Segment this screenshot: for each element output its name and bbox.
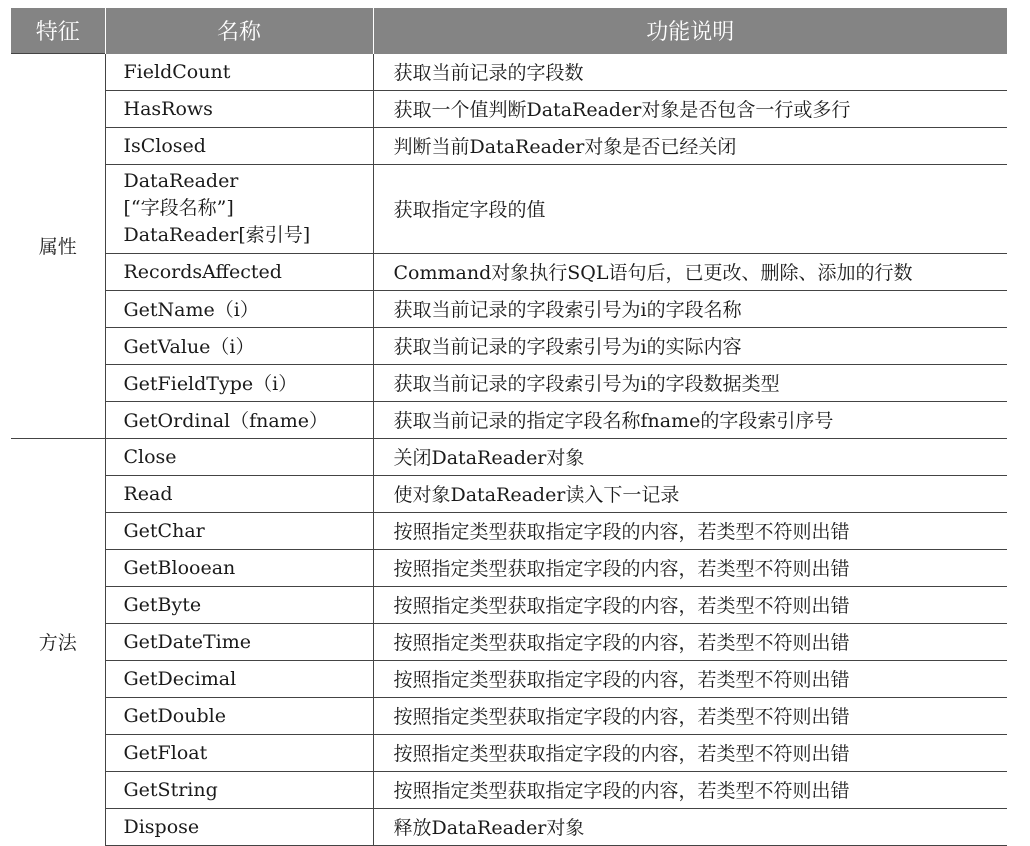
table-row <box>11 475 1007 512</box>
member-description-cell: 按照指定类型获取指定字段的内容，若类型不符则出错 <box>373 512 1007 549</box>
member-description-cell: 按照指定类型获取指定字段的内容，若类型不符则出错 <box>373 623 1007 660</box>
member-description-cell: 获取当前记录的字段索引号为i的字段名称 <box>373 290 1007 327</box>
table-row <box>11 808 1007 845</box>
table-row <box>11 401 1007 438</box>
table-header <box>11 8 1007 54</box>
member-name-cell: Dispose <box>105 808 373 845</box>
member-name-cell: RecordsAffected <box>105 253 373 290</box>
feature-cell: 方法 <box>11 438 105 845</box>
member-description-cell: 按照指定类型获取指定字段的内容，若类型不符则出错 <box>373 660 1007 697</box>
member-name-cell: GetName（i） <box>105 290 373 327</box>
member-name-cell: GetFloat <box>105 734 373 771</box>
member-description-cell: 获取当前记录的字段索引号为i的实际内容 <box>373 327 1007 364</box>
member-name-line: [“字段名称”] <box>123 197 234 219</box>
member-description-cell: 判断当前DataReader对象是否已经关闭 <box>373 127 1007 164</box>
member-description-cell: 使对象DataReader读入下一记录 <box>373 475 1007 512</box>
table-row <box>11 512 1007 549</box>
member-name-cell: GetDouble <box>105 697 373 734</box>
table-row <box>11 623 1007 660</box>
member-name-cell: GetDecimal <box>105 660 373 697</box>
table-body <box>11 54 1007 846</box>
header-description: 功能说明 <box>373 8 1007 54</box>
member-name-cell <box>105 164 373 253</box>
table-row <box>11 697 1007 734</box>
table-row <box>11 660 1007 697</box>
table-row <box>11 549 1007 586</box>
table-row <box>11 771 1007 808</box>
member-name-cell: GetOrdinal（fname） <box>105 401 373 438</box>
table-row <box>11 364 1007 401</box>
member-name-cell: GetDateTime <box>105 623 373 660</box>
table-row <box>11 253 1007 290</box>
member-name-cell: Read <box>105 475 373 512</box>
member-name-cell: GetChar <box>105 512 373 549</box>
member-name-cell: GetByte <box>105 586 373 623</box>
member-name-cell: HasRows <box>105 90 373 127</box>
member-name-line: DataReader <box>123 170 239 192</box>
member-name-cell: FieldCount <box>105 54 373 91</box>
table-row <box>11 54 1007 91</box>
table-row <box>11 734 1007 771</box>
member-description-cell: 获取当前记录的指定字段名称fname的字段索引序号 <box>373 401 1007 438</box>
member-description-cell: 获取指定字段的值 <box>373 164 1007 253</box>
member-description-cell: 按照指定类型获取指定字段的内容，若类型不符则出错 <box>373 549 1007 586</box>
member-description-cell: 按照指定类型获取指定字段的内容，若类型不符则出错 <box>373 697 1007 734</box>
table-row <box>11 164 1007 253</box>
table-row <box>11 127 1007 164</box>
table-row <box>11 438 1007 475</box>
member-description-cell: Command对象执行SQL语句后，已更改、删除、添加的行数 <box>373 253 1007 290</box>
datareader-members-table <box>11 8 1007 846</box>
member-name-line: DataReader[索引号] <box>123 224 311 246</box>
member-description-cell: 获取一个值判断DataReader对象是否包含一行或多行 <box>373 90 1007 127</box>
header-name: 名称 <box>105 8 373 54</box>
header-feature: 特征 <box>11 8 105 54</box>
table-row <box>11 90 1007 127</box>
header-row <box>11 8 1007 54</box>
member-description-cell: 关闭DataReader对象 <box>373 438 1007 475</box>
member-name-cell: IsClosed <box>105 127 373 164</box>
member-description-cell: 按照指定类型获取指定字段的内容，若类型不符则出错 <box>373 734 1007 771</box>
table-row <box>11 290 1007 327</box>
member-name-cell: GetBlooean <box>105 549 373 586</box>
member-name-cell: GetFieldType（i） <box>105 364 373 401</box>
member-name-cell: GetValue（i） <box>105 327 373 364</box>
member-description-cell: 释放DataReader对象 <box>373 808 1007 845</box>
member-description-cell: 获取当前记录的字段数 <box>373 54 1007 91</box>
feature-cell: 属性 <box>11 54 105 439</box>
table-row <box>11 327 1007 364</box>
member-name-cell: Close <box>105 438 373 475</box>
member-name-cell: GetString <box>105 771 373 808</box>
member-description-cell: 按照指定类型获取指定字段的内容，若类型不符则出错 <box>373 771 1007 808</box>
member-description-cell: 按照指定类型获取指定字段的内容，若类型不符则出错 <box>373 586 1007 623</box>
member-description-cell: 获取当前记录的字段索引号为i的字段数据类型 <box>373 364 1007 401</box>
table-row <box>11 586 1007 623</box>
